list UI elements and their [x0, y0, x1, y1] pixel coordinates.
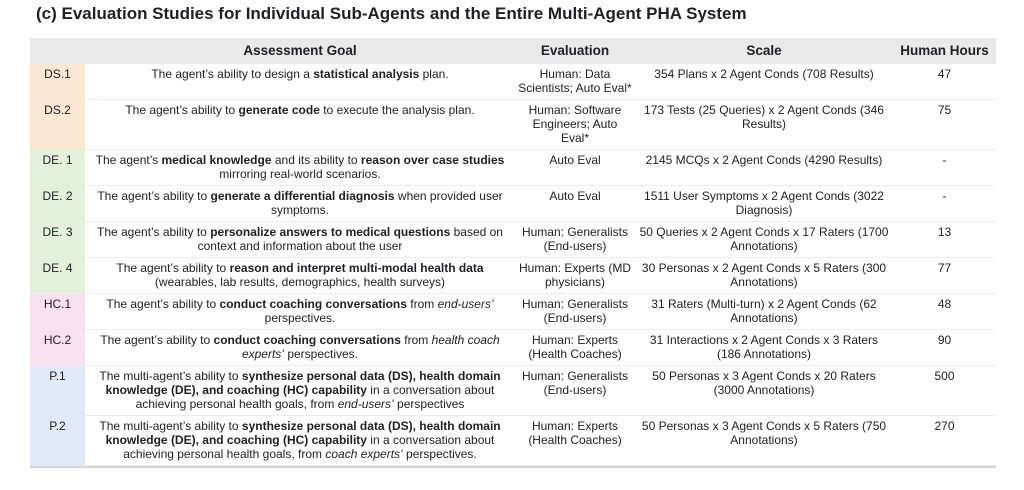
goal-text: based on context and information about the user — [197, 225, 503, 253]
human-hours-cell: 48 — [893, 294, 996, 330]
header-assessment-goal: Assessment Goal — [85, 38, 515, 64]
goal-emphasis: reason over case studies — [360, 153, 505, 167]
row-id: DE. 2 — [30, 186, 85, 222]
evaluation-cell: Auto Eval — [515, 150, 635, 186]
goal-text: when provided user symptoms. — [270, 189, 503, 217]
assessment-goal-cell — [85, 366, 515, 416]
goal-italic: end-users’ — [337, 397, 394, 411]
goal-emphasis: statistical analysis — [313, 67, 420, 81]
goal-text: The agent’s ability to — [97, 225, 211, 239]
goal-text: The multi-agent’s ability to — [99, 369, 242, 383]
table-row — [30, 222, 996, 258]
row-id: DE. 4 — [30, 258, 85, 294]
row-id: DE. 1 — [30, 150, 85, 186]
row-id: DS.2 — [30, 100, 85, 150]
table-row — [30, 150, 996, 186]
evaluation-cell: Human: Generalists (End-users) — [515, 294, 635, 330]
scale-cell: 173 Tests (25 Queries) x 2 Agent Conds (346 Results) — [635, 100, 893, 150]
table-row — [30, 64, 996, 100]
scale-cell: 31 Interactions x 2 Agent Conds x 3 Raters (186 Annotations) — [635, 330, 893, 366]
row-id: HC.2 — [30, 330, 85, 366]
goal-text: The agent’s ability to — [100, 333, 214, 347]
table-row — [30, 100, 996, 150]
assessment-goal-cell — [85, 64, 515, 100]
goal-text: perspectives. — [402, 447, 477, 461]
scale-cell: 30 Personas x 2 Agent Conds x 5 Raters (300 Annotations) — [635, 258, 893, 294]
goal-text: perspectives. — [283, 347, 359, 361]
row-id: P.2 — [30, 416, 85, 466]
goal-emphasis: conduct coaching conversations — [219, 297, 407, 311]
assessment-goal-cell — [85, 150, 515, 186]
goal-emphasis: reason and interpret multi-modal health data — [229, 261, 484, 275]
evaluation-cell: Human: Experts (MD physicians) — [515, 258, 635, 294]
table-row — [30, 330, 996, 366]
scale-cell: 50 Personas x 3 Agent Conds x 20 Raters (3000 Annotations) — [635, 366, 893, 416]
goal-emphasis: medical knowledge — [161, 153, 272, 167]
goal-text: and its ability to — [271, 153, 361, 167]
goal-emphasis: generate code — [238, 103, 320, 117]
evaluation-cell: Human: Data Scientists; Auto Eval* — [515, 64, 635, 100]
scale-cell: 50 Personas x 3 Agent Conds x 5 Raters (750 Annotations) — [635, 416, 893, 466]
human-hours-cell: 13 — [893, 222, 996, 258]
header-scale: Scale — [635, 38, 893, 64]
assessment-goal-cell — [85, 416, 515, 466]
human-hours-cell: - — [893, 186, 996, 222]
goal-text: from — [406, 297, 438, 311]
assessment-goal-cell — [85, 258, 515, 294]
figure-title: (c) Evaluation Studies for Individual Sub-Agents and the Entire Multi-Agent PHA System — [36, 4, 747, 23]
header-id — [30, 38, 85, 64]
goal-italic: health coach experts’ — [241, 333, 500, 361]
goal-emphasis: synthesize personal data (DS), health domain knowledge (DE), and coaching (HC) capability — [105, 419, 501, 447]
evaluation-cell: Human: Software Engineers; Auto Eval* — [515, 100, 635, 150]
goal-text: mirroring real-world scenarios. — [219, 167, 381, 181]
assessment-goal-cell — [85, 294, 515, 330]
scale-cell: 50 Queries x 2 Agent Conds x 17 Raters (1700 Annotations) — [635, 222, 893, 258]
goal-text: The agent’s ability to — [106, 297, 220, 311]
goal-emphasis: synthesize personal data (DS), health domain knowledge (DE), and coaching (HC) capability — [105, 369, 501, 397]
assessment-goal-cell — [85, 222, 515, 258]
goal-emphasis: personalize answers to medical questions — [210, 225, 451, 239]
row-id: DE. 3 — [30, 222, 85, 258]
goal-italic: end-users’ — [437, 297, 494, 311]
goal-text: from — [400, 333, 432, 347]
goal-text: The agent’s — [95, 153, 162, 167]
scale-cell: 2145 MCQs x 2 Agent Conds (4290 Results) — [635, 150, 893, 186]
goal-text: in a conversation about achieving personal health goals, from — [135, 383, 495, 411]
goal-italic: coach experts’ — [325, 447, 403, 461]
evaluation-cell: Human: Generalists (End-users) — [515, 222, 635, 258]
header-human-hours: Human Hours — [893, 38, 996, 64]
table-row — [30, 186, 996, 222]
evaluation-cell: Human: Experts (Health Coaches) — [515, 330, 635, 366]
goal-text: The multi-agent’s ability to — [99, 419, 242, 433]
human-hours-cell: 77 — [893, 258, 996, 294]
goal-text: The agent’s ability to — [97, 189, 211, 203]
goal-text: The agent’s ability to — [116, 261, 230, 275]
goal-text: The agent’s ability to — [125, 103, 239, 117]
table-row — [30, 416, 996, 466]
row-id: DS.1 — [30, 64, 85, 100]
goal-text: perspectives. — [264, 311, 336, 325]
table-body — [30, 64, 996, 466]
goal-text: in a conversation about achieving personal health goals, from — [123, 433, 495, 461]
table-row — [30, 366, 996, 416]
header-evaluation: Evaluation — [515, 38, 635, 64]
human-hours-cell: 270 — [893, 416, 996, 466]
evaluation-cell: Auto Eval — [515, 186, 635, 222]
goal-text: perspectives — [393, 397, 465, 411]
evaluation-cell: Human: Generalists (End-users) — [515, 366, 635, 416]
row-id: P.1 — [30, 366, 85, 416]
table-bottom-rule — [30, 466, 996, 468]
goal-text: (wearables, lab results, demographics, health surveys) — [154, 275, 446, 289]
goal-text: to execute the analysis plan. — [319, 103, 475, 117]
scale-cell: 354 Plans x 2 Agent Conds (708 Results) — [635, 64, 893, 100]
evaluation-cell: Human: Experts (Health Coaches) — [515, 416, 635, 466]
human-hours-cell: 500 — [893, 366, 996, 416]
human-hours-cell: - — [893, 150, 996, 186]
human-hours-cell: 90 — [893, 330, 996, 366]
scale-cell: 1511 User Symptoms x 2 Agent Conds (3022 Diagnosis) — [635, 186, 893, 222]
human-hours-cell: 75 — [893, 100, 996, 150]
assessment-goal-cell — [85, 100, 515, 150]
scale-cell: 31 Raters (Multi-turn) x 2 Agent Conds (62 Annotations) — [635, 294, 893, 330]
evaluation-table — [30, 38, 996, 466]
row-id: HC.1 — [30, 294, 85, 330]
table-row — [30, 294, 996, 330]
header-row — [30, 38, 996, 64]
table-row — [30, 258, 996, 294]
human-hours-cell: 47 — [893, 64, 996, 100]
assessment-goal-cell — [85, 330, 515, 366]
goal-emphasis: generate a differential diagnosis — [210, 189, 395, 203]
goal-text: The agent’s ability to design a — [151, 67, 314, 81]
goal-emphasis: conduct coaching conversations — [213, 333, 401, 347]
assessment-goal-cell — [85, 186, 515, 222]
goal-text: plan. — [419, 67, 449, 81]
